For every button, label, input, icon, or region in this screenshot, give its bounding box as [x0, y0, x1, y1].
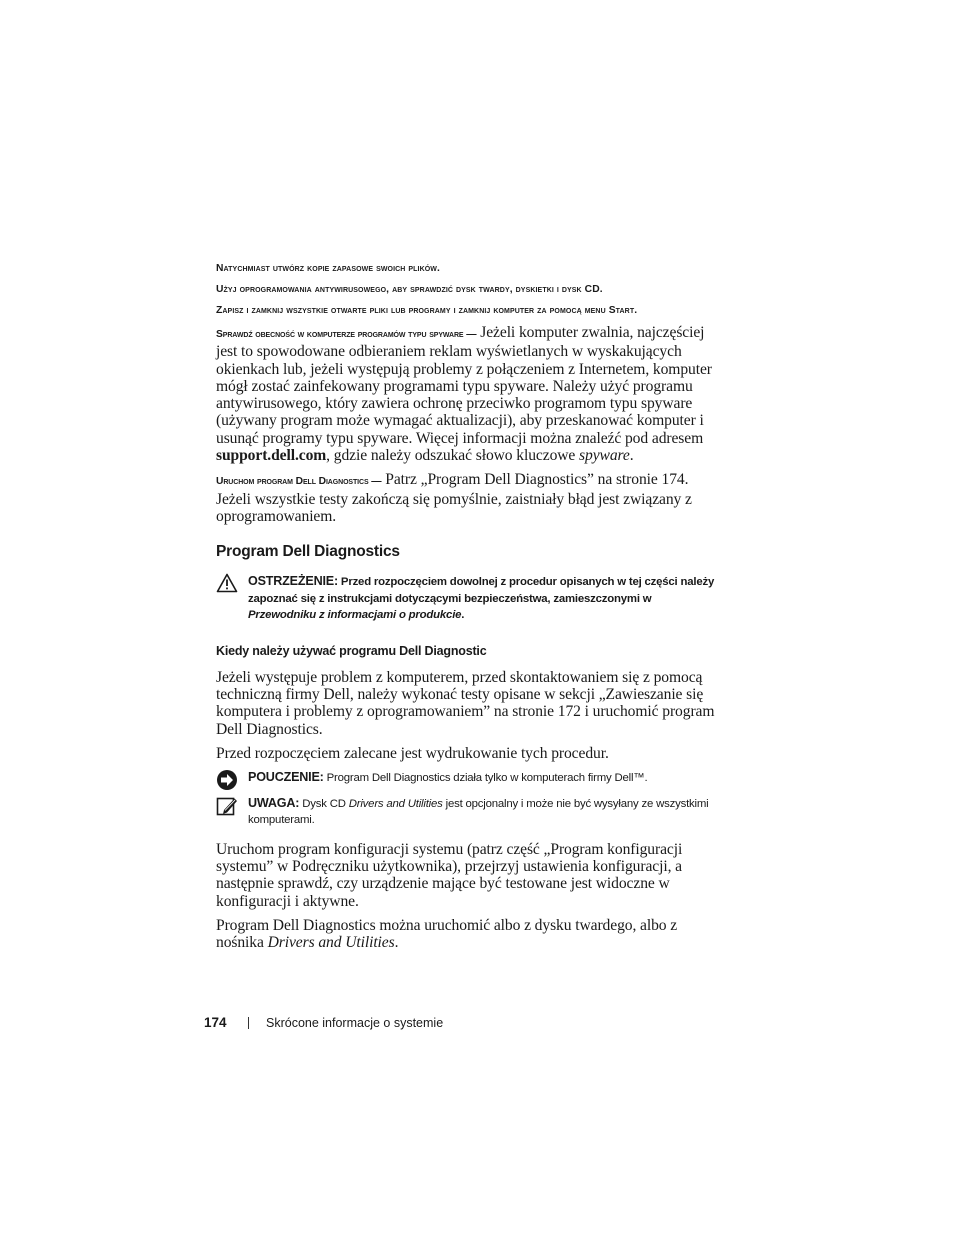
chapter-title: Skrócone informacje o systemie	[266, 1015, 444, 1030]
warning-book: Przewodniku z informacjami o produkcie	[248, 609, 462, 622]
note-text: Dysk CD	[299, 797, 349, 810]
diagnostics-paragraph	[216, 471, 716, 525]
tip-antivirus: Użyj oprogramowania antywirusowego, aby sprawdzić dysk twardy, dyskietki i dysk CD.	[216, 284, 603, 295]
notice-text: Program Dell Diagnostics działa tylko w komputerach firmy Dell™.	[323, 772, 648, 785]
diagnostics-text: Patrz „Program Dell Diagnostics” na stronie 174. Jeżeli wszystkie testy zakończą się pomyślnie, zaistniały błąd jest związany z oprogramowaniem.	[216, 471, 692, 525]
page-footer	[204, 1015, 443, 1030]
warning-box	[216, 573, 716, 624]
caution-triangle-icon	[216, 573, 240, 595]
note-pencil-icon	[216, 795, 240, 817]
start-paragraph	[216, 917, 716, 952]
page-number: 174	[204, 1015, 227, 1030]
footer-divider	[248, 1017, 249, 1029]
spyware-text: Jeżeli komputer zwalnia, najczęściej jest to spowodowane odbieraniem reklam wyświetlanych w wyskakujących okienkach lub, jeżeli występują problemy z połączeniem z Internetem, komputer mógł zostać zainfekowany programami typu spyware. Należy użyć programu antywirusowego, który zawiera ochronę przeciwko programom typu spyware (używany program może wymagać aktualizacji), aby przeskanować komputer i usunąć programy typu spyware. Więcej informacji można znaleźć pod adresem	[216, 324, 712, 447]
tip-close-programs: Zapisz i zamknij wszystkie otwarte pliki lub programy i zamknij komputer za pomocą menu Start.	[216, 305, 638, 316]
setup-paragraph: Uruchom program konfiguracji systemu (patrz część „Program konfiguracji systemu” w Podręczniku użytkownika), przejrzyj ustawienia konfiguracji, a następnie sprawdź, czy urządzenie mające być testowane jest widoczne w konfiguracji i aktywne.	[216, 840, 683, 910]
start-end: .	[394, 934, 399, 952]
note-italic: Drivers and Utilities	[348, 797, 443, 810]
warning-label: OSTRZEŻENIE:	[248, 574, 338, 589]
start-italic: Drivers and Utilities	[267, 934, 395, 952]
spyware-text-2: , gdzie należy odszukać słowo kluczowe	[326, 447, 580, 465]
page-content	[216, 261, 716, 959]
diagnostics-runin: Uruchom program Dell Diagnostics —	[216, 476, 382, 488]
section-title: Program Dell Diagnostics	[216, 543, 400, 561]
support-link[interactable]: support.dell.com	[216, 447, 327, 465]
notice-label: POUCZENIE:	[248, 770, 324, 785]
note-box	[216, 795, 716, 829]
tip-backup: Natychmiast utwórz kopie zapasowe swoich plików.	[216, 263, 440, 274]
spyware-runin: Sprawdź obecność w komputerze programów typu spyware —	[216, 329, 477, 340]
note-label: UWAGA:	[248, 795, 300, 810]
spyware-end: .	[629, 447, 634, 465]
warning-end: .	[461, 609, 465, 622]
warning-text: Przed rozpoczęciem dowolnej z procedur opisanych w tej części należy zapoznać się z instrukcjami dotyczącymi bezpieczeństwa, zamieszczonymi w	[248, 576, 715, 605]
spyware-paragraph	[216, 324, 716, 464]
when-paragraph: Jeżeli występuje problem z komputerem, przed skontaktowaniem się z pomocą techniczną firmy Dell, należy wykonać testy opisane w sekcji „Zawieszanie się komputera i problemy z oprogramowaniem” na stronie 172 i uruchomić program Dell Diagnostics.	[216, 668, 715, 738]
print-paragraph: Przed rozpoczęciem zalecane jest wydrukowanie tych procedur.	[216, 744, 609, 762]
notice-box	[216, 769, 716, 787]
spyware-keyword: spyware	[579, 447, 630, 465]
subsection-title: Kiedy należy używać programu Dell Diagnostic	[216, 643, 487, 658]
notice-arrow-icon	[216, 769, 240, 791]
note-text-2: jest opcjonalny i może nie być wysyłany ze wszystkimi komputerami.	[248, 797, 709, 827]
start-text: Program Dell Diagnostics można uruchomić albo z dysku twardego, albo z nośnika	[216, 916, 678, 952]
